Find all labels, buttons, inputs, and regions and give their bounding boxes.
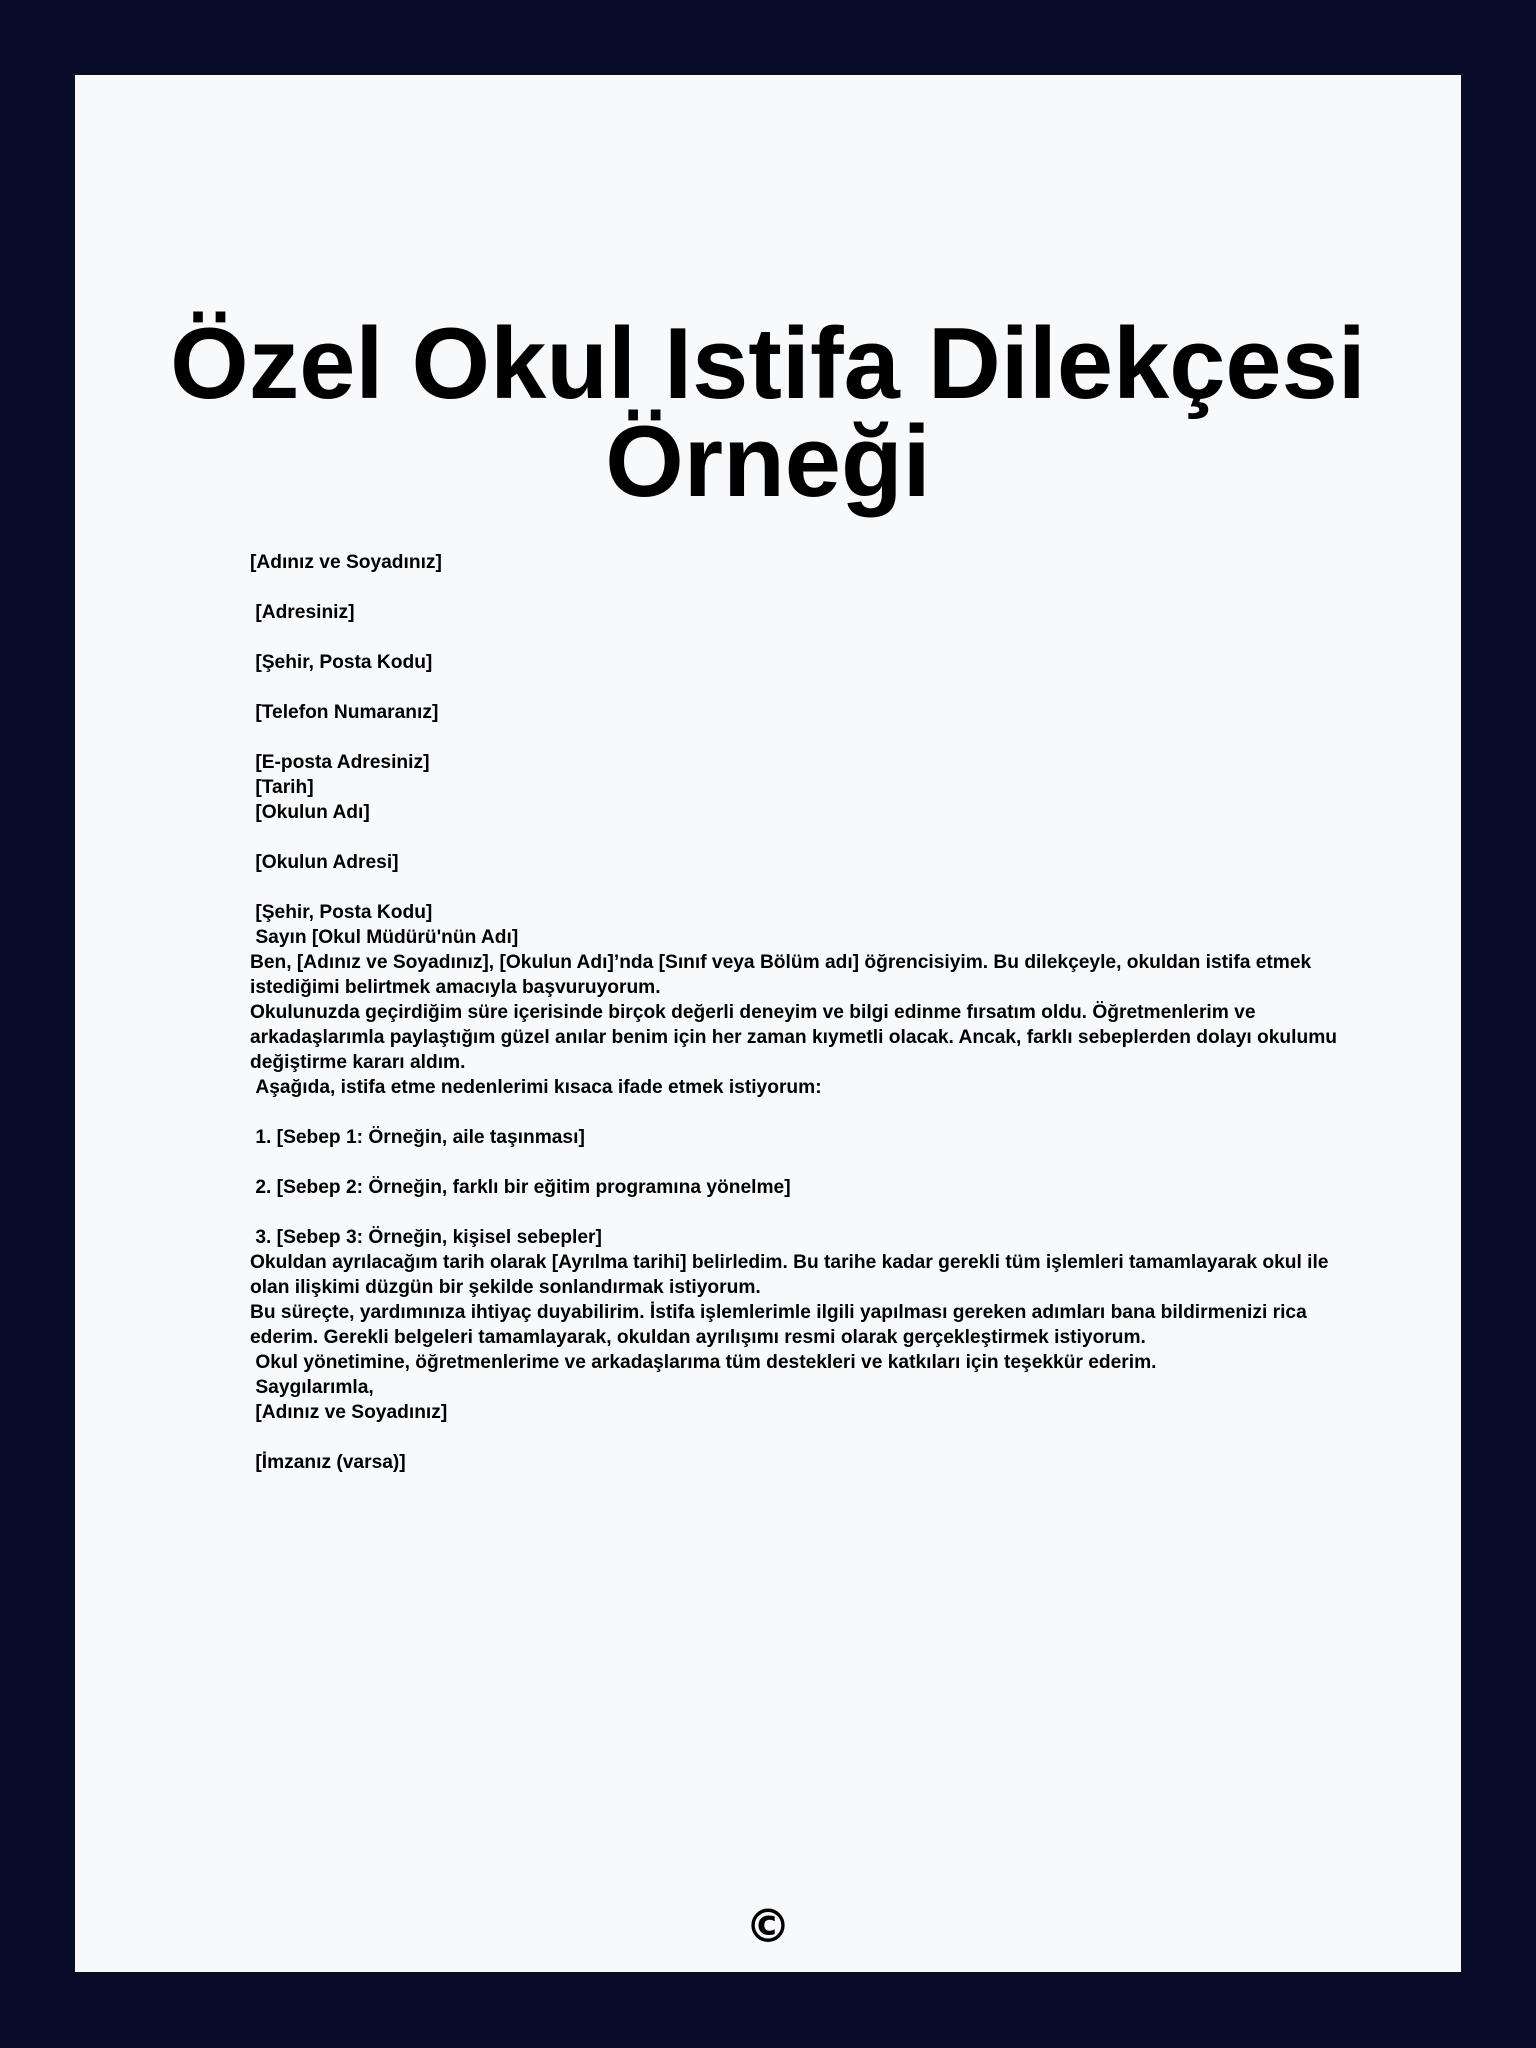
sender-email: [E-posta Adresiniz] bbox=[250, 752, 430, 773]
paragraph-experience: Okulunuzda geçirdiğim süre içerisinde birçok değerli deneyim ve bilgi edinme fırsatım oldu. Öğretmenlerim ve arkadaşlarımla paylaştığım güzel anılar benim için her zaman kıymetli olacak. Ancak, farklı sebeplerden dolayı okulumu değiştirme kararı aldım. bbox=[250, 1002, 1343, 1073]
letter-body bbox=[250, 550, 1350, 1475]
paragraph-thanks: Okul yönetimine, öğretmenlerime ve arkadaşlarıma tüm destekleri ve katkıları için teşekkür ederim. bbox=[250, 1352, 1157, 1373]
document-title bbox=[75, 308, 1461, 518]
document-title-line-1: Özel Okul Istifa Dilekçesi bbox=[170, 308, 1366, 420]
letter-date: [Tarih] bbox=[250, 777, 314, 798]
closing: Saygılarımla, bbox=[250, 1377, 374, 1398]
paragraph-leave-date: Okuldan ayrılacağım tarih olarak [Ayrılma tarihi] belirledim. Bu tarihe kadar gerekli tüm işlemleri tamamlayarak okul ile olan ilişkimi düzgün bir şekilde sonlandırmak istiyorum. bbox=[250, 1252, 1334, 1298]
sender-name: [Adınız ve Soyadınız] bbox=[250, 552, 442, 573]
document-title-line-2: Örneği bbox=[605, 406, 931, 518]
reason-item: 2. [Sebep 2: Örneğin, farklı bir eğitim programına yönelme] bbox=[250, 1177, 791, 1198]
school-city: [Şehir, Posta Kodu] bbox=[250, 902, 433, 923]
signature-line: [İmzanız (varsa)] bbox=[250, 1452, 406, 1473]
salutation: Sayın [Okul Müdürü'nün Adı] bbox=[250, 927, 519, 948]
signature-name: [Adınız ve Soyadınız] bbox=[250, 1402, 448, 1423]
copyright-icon: © bbox=[745, 1899, 791, 1953]
sender-address: [Adresiniz] bbox=[250, 602, 355, 623]
reason-item: 3. [Sebep 3: Örneğin, kişisel sebepler] bbox=[250, 1227, 602, 1248]
document-page bbox=[75, 75, 1461, 1972]
sender-phone: [Telefon Numaranız] bbox=[250, 702, 439, 723]
reason-item: 1. [Sebep 1: Örneğin, aile taşınması] bbox=[250, 1127, 585, 1148]
paragraph-help: Bu süreçte, yardımınıza ihtiyaç duyabilirim. İstifa işlemlerimle ilgili yapılması gereken adımları bana bildirmenizi rica ederim. Gerekli belgeleri tamamlayarak, okuldan ayrılışımı resmi olarak gerçekleştirmek istiyorum. bbox=[250, 1302, 1313, 1348]
school-name: [Okulun Adı] bbox=[250, 802, 370, 823]
sender-city: [Şehir, Posta Kodu] bbox=[250, 652, 433, 673]
school-address: [Okulun Adresi] bbox=[250, 852, 399, 873]
paragraph-intro: Ben, [Adınız ve Soyadınız], [Okulun Adı]’nda [Sınıf veya Bölüm adı] öğrencisiyim. Bu dilekçeyle, okuldan istifa etmek istediğimi belirtmek amacıyla başvuruyorum. bbox=[250, 952, 1317, 998]
reasons-intro: Aşağıda, istifa etme nedenlerimi kısaca ifade etmek istiyorum: bbox=[250, 1077, 822, 1098]
